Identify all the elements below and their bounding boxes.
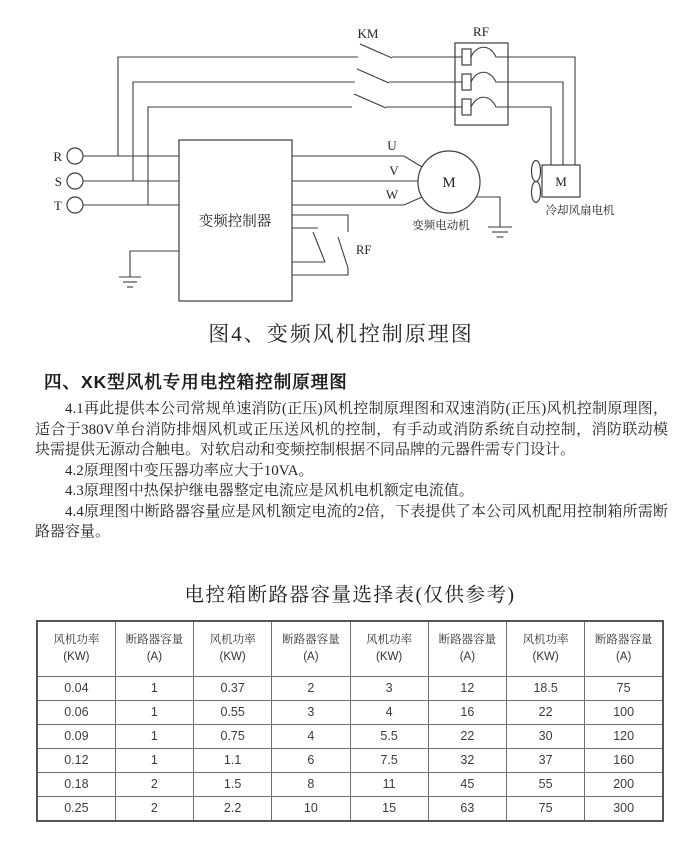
input-terminals	[53, 148, 83, 213]
col-header: 断路器容量 (A)	[585, 621, 663, 677]
u-phase-label: U	[387, 138, 397, 153]
section-body	[35, 399, 668, 543]
table-cell: 200	[585, 772, 663, 796]
table-cell: 7.5	[350, 748, 428, 772]
table-cell: 1.5	[194, 772, 272, 796]
fan-motor-m-label: M	[555, 174, 567, 189]
col-header: 风机功率 (KW)	[194, 621, 272, 677]
table-cell: 0.25	[37, 796, 115, 821]
table-cell: 0.12	[37, 748, 115, 772]
breaker-capacity-table	[36, 620, 664, 822]
ground-symbol	[476, 197, 512, 237]
table-cell: 15	[350, 796, 428, 821]
rf-aux-label: RF	[356, 243, 372, 257]
col-header: 断路器容量 (A)	[115, 621, 193, 677]
table-cell: 120	[585, 724, 663, 748]
rf-aux-contact	[292, 215, 371, 275]
table-cell: 0.04	[37, 676, 115, 700]
supply-wires	[83, 57, 358, 205]
fan-blade-icon	[532, 182, 541, 203]
cooling-fan-label: 冷却风扇电机	[545, 205, 615, 217]
col-header: 断路器容量 (A)	[428, 621, 506, 677]
rf-thermal-relay	[455, 24, 508, 125]
table-cell: 2	[272, 676, 350, 700]
table-cell: 2	[115, 796, 193, 821]
table-cell: 37	[507, 748, 585, 772]
terminal-s-label: S	[54, 174, 62, 189]
km-label: KM	[357, 26, 379, 41]
table-cell: 1.1	[194, 748, 272, 772]
table-row	[37, 748, 663, 772]
table-cell: 16	[428, 700, 506, 724]
fan-feed-wires	[508, 57, 575, 165]
main-motor	[412, 151, 512, 237]
table-row	[37, 676, 663, 700]
output-wires	[292, 138, 422, 205]
paragraph-4-1: 4.1再此提供本公司常规单速消防(正压)风机控制原理图和双速消防(正压)风机控制原理图，适合于380V单台消防排烟风机或正压送风机的控制，有手动或消防系统自动控制，消防联动模块需提供无源动合触电。对软启动和变频控制根据不同品牌的元器件需专门设计。	[35, 401, 669, 458]
km-contactor	[354, 26, 455, 108]
table-cell: 18.5	[507, 676, 585, 700]
table-cell: 30	[507, 724, 585, 748]
terminal-t-label: T	[54, 198, 62, 213]
table-cell: 1	[115, 700, 193, 724]
inverter-controller-label: 变频控制器	[198, 214, 272, 230]
terminal-s-icon	[67, 173, 83, 189]
table-row	[37, 772, 663, 796]
table-cell: 8	[272, 772, 350, 796]
paragraph-4-4: 4.4原理图中断路器容量应是风机额定电流的2倍，下表提供了本公司风机配用控制箱所需断路器容量。	[35, 503, 668, 540]
table-cell: 0.18	[37, 772, 115, 796]
terminal-r-icon	[67, 148, 83, 164]
table-cell: 75	[507, 796, 585, 821]
table-cell: 45	[428, 772, 506, 796]
table-header-row	[37, 621, 663, 677]
table-cell: 0.09	[37, 724, 115, 748]
table-row	[37, 700, 663, 724]
table-title: 电控箱断路器容量选择表(仅供参考)	[184, 584, 516, 606]
table-cell: 32	[428, 748, 506, 772]
table-row	[37, 724, 663, 748]
table-cell: 0.06	[37, 700, 115, 724]
table-cell: 3	[350, 676, 428, 700]
terminal-t-icon	[67, 197, 83, 213]
table-cell: 0.55	[194, 700, 272, 724]
table-cell: 12	[428, 676, 506, 700]
table-cell: 4	[350, 700, 428, 724]
v-phase-label: V	[389, 163, 399, 178]
table-cell: 11	[350, 772, 428, 796]
paragraph-4-2: 4.2原理图中变压器功率应大于10VA。	[65, 462, 314, 479]
fan-blade-icon	[532, 161, 541, 182]
table-cell: 1	[115, 724, 193, 748]
table-row	[37, 796, 663, 821]
table-cell: 4	[272, 724, 350, 748]
table-cell: 300	[585, 796, 663, 821]
col-header: 风机功率 (KW)	[37, 621, 115, 677]
table-cell: 5.5	[350, 724, 428, 748]
col-header: 风机功率 (KW)	[507, 621, 585, 677]
table-cell: 75	[585, 676, 663, 700]
table-cell: 10	[272, 796, 350, 821]
col-header: 断路器容量 (A)	[272, 621, 350, 677]
table-cell: 6	[272, 748, 350, 772]
section-heading: 四、XK型风机专用电控箱控制原理图	[44, 372, 348, 392]
circuit-diagram-svg	[0, 0, 700, 355]
table-cell: 1	[115, 676, 193, 700]
table-cell: 2	[115, 772, 193, 796]
breaker-table-body	[37, 676, 663, 821]
col-header: 风机功率 (KW)	[350, 621, 428, 677]
table-cell: 100	[585, 700, 663, 724]
table-head	[37, 621, 663, 677]
table-cell: 0.37	[194, 676, 272, 700]
figure-caption: 图4、变频风机控制原理图	[208, 322, 474, 346]
table-cell: 22	[507, 700, 585, 724]
table-cell: 55	[507, 772, 585, 796]
cooling-fan-motor	[532, 161, 615, 218]
table-cell: 63	[428, 796, 506, 821]
inverter-controller	[179, 140, 292, 301]
table-cell: 0.75	[194, 724, 272, 748]
rf-label: RF	[473, 24, 489, 39]
motor-m-label: M	[442, 175, 456, 191]
table-cell: 3	[272, 700, 350, 724]
paragraph-4-3: 4.3原理图中热保护继电器整定电流应是风机电机额定电流值。	[65, 483, 474, 499]
ground-symbol	[119, 251, 179, 287]
table-cell: 160	[585, 748, 663, 772]
motor-name-label: 变频电动机	[412, 220, 470, 232]
table-cell: 1	[115, 748, 193, 772]
w-phase-label: W	[385, 187, 399, 202]
table-cell: 22	[428, 724, 506, 748]
table-cell: 2.2	[194, 796, 272, 821]
terminal-r-label: R	[53, 149, 62, 164]
figure4-circuit-diagram	[0, 0, 700, 355]
